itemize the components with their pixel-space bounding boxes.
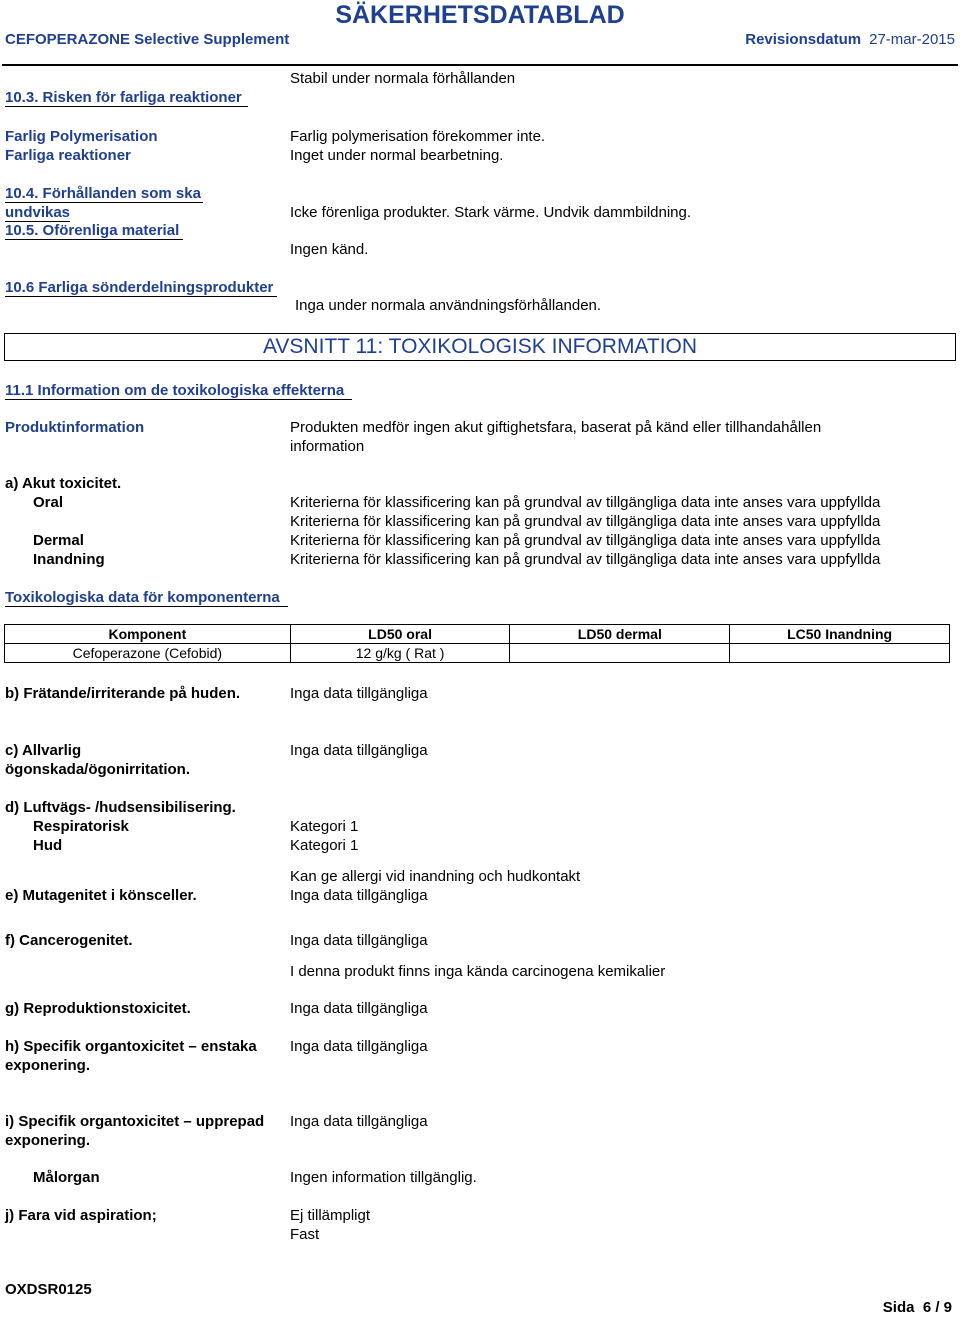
header-rule bbox=[2, 64, 958, 66]
decomposition-value: Inga under normala användningsförhållanden. bbox=[295, 297, 602, 314]
stot-single-label-line1: h) Specifik organtoxicitet – enstaka bbox=[5, 1038, 257, 1055]
skin-corrosion-value: Inga data tillgängliga bbox=[290, 685, 428, 702]
heading-10-3: 10.3. Risken för farliga reaktioner bbox=[5, 88, 248, 107]
document-code: OXDSR0125 bbox=[5, 1281, 92, 1298]
aspiration-label: j) Fara vid aspiration; bbox=[5, 1207, 157, 1224]
stot-repeated-value: Inga data tillgängliga bbox=[290, 1113, 428, 1130]
stot-repeated-label-line2: exponering. bbox=[5, 1132, 91, 1149]
heading-10-5: 10.5. Oförenliga material bbox=[5, 221, 183, 240]
product-info-label: Produktinformation bbox=[5, 419, 145, 436]
mutagenicity-label: e) Mutagenitet i könsceller. bbox=[5, 887, 197, 904]
criteria-line-4: Kriterierna för klassificering kan på grundval av tillgängliga data inte anses vara uppfyllda bbox=[290, 551, 881, 568]
document-title: SÄKERHETSDATABLAD bbox=[335, 1, 625, 29]
product-name: CEFOPERAZONE Selective Supplement bbox=[5, 31, 290, 48]
stot-single-label-line2: exponering. bbox=[5, 1057, 91, 1074]
revision-label: Revisionsdatum bbox=[745, 31, 862, 48]
cell-lc50-inhalation bbox=[730, 644, 950, 663]
acute-toxicity-label: a) Akut toxicitet. bbox=[5, 475, 122, 492]
carcinogenicity-note: I denna produkt finns inga kända carcinogena kemikalier bbox=[290, 963, 666, 980]
reactions-value: Inget under normal bearbetning. bbox=[290, 147, 504, 164]
revision-date-block bbox=[745, 30, 955, 49]
heading-11-1: 11.1 Information om de toxikologiska effekterna bbox=[5, 381, 352, 400]
criteria-line-3: Kriterierna för klassificering kan på grundval av tillgängliga data inte anses vara uppfyllda bbox=[290, 532, 881, 549]
header-component: Komponent bbox=[5, 625, 291, 644]
page-number bbox=[883, 1298, 952, 1317]
carcinogenicity-label: f) Cancerogenitet. bbox=[5, 932, 133, 949]
header-lc50-inhalation: LC50 Inandning bbox=[730, 625, 950, 644]
section-11-title: AVSNITT 11: TOXIKOLOGISK INFORMATION bbox=[262, 335, 698, 358]
header-ld50-dermal: LD50 dermal bbox=[510, 625, 730, 644]
target-organ-label: Målorgan bbox=[33, 1169, 100, 1186]
section-11-banner bbox=[4, 333, 956, 361]
oral-label: Oral bbox=[33, 494, 64, 511]
reproductive-value: Inga data tillgängliga bbox=[290, 1000, 428, 1017]
target-organ-value: Ingen information tillgänglig. bbox=[290, 1169, 477, 1186]
sensitisation-note: Kan ge allergi vid inandning och hudkontakt bbox=[290, 868, 581, 885]
skin-corrosion-label: b) Frätande/irriterande på huden. bbox=[5, 685, 241, 702]
table-row bbox=[5, 644, 950, 663]
mutagenicity-value: Inga data tillgängliga bbox=[290, 887, 428, 904]
cell-ld50-dermal bbox=[510, 644, 730, 663]
component-tox-table bbox=[4, 624, 950, 663]
aspiration-value-line2: Fast bbox=[290, 1226, 320, 1243]
skin-sens-value: Kategori 1 bbox=[290, 837, 359, 854]
reactions-label: Farliga reaktioner bbox=[5, 147, 131, 164]
product-info-line2: information bbox=[290, 438, 365, 455]
carcinogenicity-value: Inga data tillgängliga bbox=[290, 932, 428, 949]
cell-component: Cefoperazone (Cefobid) bbox=[5, 644, 291, 663]
eye-damage-value: Inga data tillgängliga bbox=[290, 742, 428, 759]
criteria-line-1: Kriterierna för klassificering kan på grundval av tillgängliga data inte anses vara uppfyllda bbox=[290, 494, 881, 511]
eye-damage-label-line2: ögonskada/ögonirritation. bbox=[5, 761, 191, 778]
polymerisation-label: Farlig Polymerisation bbox=[5, 128, 158, 145]
product-info-line1: Produkten medför ingen akut giftighetsfara, baserat på känd eller tillhandahållen bbox=[290, 419, 822, 436]
table-header-row bbox=[5, 625, 950, 644]
dermal-label: Dermal bbox=[33, 532, 84, 549]
reproductive-label: g) Reproduktionstoxicitet. bbox=[5, 1000, 191, 1017]
inhalation-label: Inandning bbox=[33, 551, 105, 568]
eye-damage-label-line1: c) Allvarlig bbox=[5, 742, 82, 759]
page-label: Sida bbox=[882, 1299, 915, 1316]
heading-10-6: 10.6 Farliga sönderdelningsprodukter bbox=[5, 278, 277, 297]
stability-value: Stabil under normala förhållanden bbox=[290, 70, 516, 87]
criteria-line-2: Kriterierna för klassificering kan på grundval av tillgängliga data inte anses vara uppfyllda bbox=[290, 513, 881, 530]
conditions-value: Icke förenliga produkter. Stark värme. Undvik dammbildning. bbox=[290, 204, 692, 221]
cell-ld50-oral: 12 g/kg ( Rat ) bbox=[290, 644, 510, 663]
polymerisation-value: Farlig polymerisation förekommer inte. bbox=[290, 128, 546, 145]
header-ld50-oral: LD50 oral bbox=[290, 625, 510, 644]
heading-10-4-line2: undvikas bbox=[5, 204, 71, 221]
respiratory-value: Kategori 1 bbox=[290, 818, 359, 835]
page-value: 6 / 9 bbox=[922, 1299, 952, 1316]
heading-10-4-line1: 10.4. Förhållanden som ska bbox=[5, 185, 201, 202]
stot-single-value: Inga data tillgängliga bbox=[290, 1038, 428, 1055]
sensitisation-label: d) Luftvägs- /hudsensibilisering. bbox=[5, 799, 236, 816]
respiratory-label: Respiratorisk bbox=[33, 818, 129, 835]
stot-repeated-label-line1: i) Specifik organtoxicitet – upprepad bbox=[5, 1113, 265, 1130]
skin-sens-label: Hud bbox=[33, 837, 63, 854]
component-tox-heading: Toxikologiska data för komponenterna bbox=[5, 588, 288, 607]
incompatible-value: Ingen känd. bbox=[290, 241, 369, 258]
revision-date: 27-mar-2015 bbox=[869, 31, 955, 48]
aspiration-value-line1: Ej tillämpligt bbox=[290, 1207, 371, 1224]
